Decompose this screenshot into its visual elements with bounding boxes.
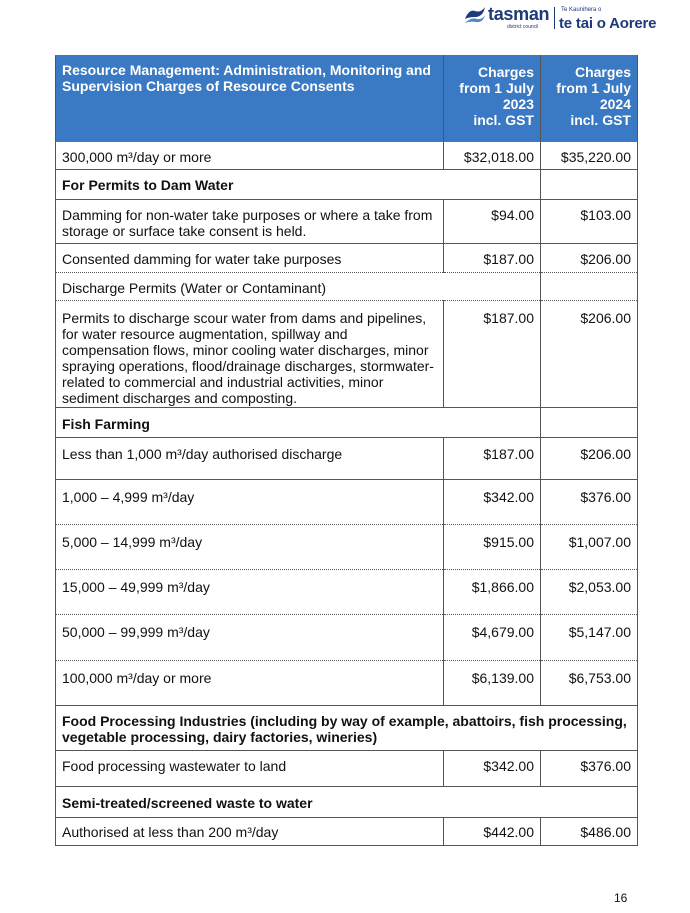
table-row	[56, 751, 638, 787]
logo-maori-name: te tai o Aorere	[559, 15, 657, 32]
charge-2023: $32,018.00	[444, 142, 541, 170]
section-heading-dam-water: For Permits to Dam Water	[56, 170, 541, 200]
row-description: 50,000 – 99,999 m³/day	[56, 615, 444, 661]
charges-table	[55, 55, 638, 846]
row-description: Authorised at less than 200 m³/day	[56, 818, 444, 846]
charge-2023: $442.00	[444, 818, 541, 846]
column-header-2024-line2: from 1 July	[556, 80, 631, 96]
logo-maori-small: Te Kaunihera o	[561, 7, 602, 13]
section-heading-food-processing: Food Processing Industries (including by way of example, abattoirs, fish processing, vegetable processing, dairy factories, wineries)	[56, 706, 638, 751]
section-row	[56, 170, 638, 200]
charge-2023: $342.00	[444, 480, 541, 525]
table-row	[56, 244, 638, 273]
empty-cell	[541, 273, 638, 301]
table-row	[56, 480, 638, 525]
column-header-2024-line4: incl. GST	[570, 112, 631, 128]
table-row	[56, 301, 638, 408]
column-header-2023-line2: from 1 July	[459, 80, 534, 96]
charge-2023: $187.00	[444, 301, 541, 408]
section-row	[56, 706, 638, 751]
charge-2024: $376.00	[541, 751, 638, 787]
table-title: Resource Management: Administration, Monitoring and Supervision Charges of Resource Consents	[56, 56, 444, 142]
charge-2024: $5,147.00	[541, 615, 638, 661]
row-description: Damming for non-water take purposes or where a take from storage or surface take consent is held.	[56, 200, 444, 244]
table-row	[56, 142, 638, 170]
section-heading-fish-farming: Fish Farming	[56, 408, 541, 438]
table-row	[56, 661, 638, 706]
page-number: 16	[614, 891, 628, 905]
row-description: 15,000 – 49,999 m³/day	[56, 570, 444, 615]
logo-word: tasman	[488, 4, 550, 24]
row-description: 5,000 – 14,999 m³/day	[56, 525, 444, 570]
charge-2024: $1,007.00	[541, 525, 638, 570]
column-header-2024-line1: Charges	[574, 64, 631, 80]
section-row	[56, 408, 638, 438]
logo-divider	[554, 7, 555, 29]
charge-2023: $94.00	[444, 200, 541, 244]
table-row	[56, 818, 638, 846]
empty-cell	[541, 170, 638, 200]
row-description: 1,000 – 4,999 m³/day	[56, 480, 444, 525]
table-row	[56, 615, 638, 661]
section-heading-semi-treated: Semi-treated/screened waste to water	[56, 787, 638, 818]
charge-2024: $206.00	[541, 244, 638, 273]
row-description: Permits to discharge scour water from dams and pipelines, for water resource augmentation, spillway and compensation flows, minor cooling water discharges, minor spraying operations, flood/drainage discharges, stormwater-related to commercial and industrial activities, minor sediment discharges and composting.	[56, 301, 444, 408]
section-heading-discharge-permits: Discharge Permits (Water or Contaminant)	[56, 273, 541, 301]
column-header-2023-line3: 2023	[502, 96, 534, 112]
column-header-2024-line3: 2024	[599, 96, 631, 112]
charge-2024: $6,753.00	[541, 661, 638, 706]
table-row	[56, 200, 638, 244]
charge-2024: $376.00	[541, 480, 638, 525]
section-row	[56, 273, 638, 301]
charge-2024: $103.00	[541, 200, 638, 244]
table-row	[56, 570, 638, 615]
charge-2024: $206.00	[541, 301, 638, 408]
logo-subtitle: district council	[507, 24, 539, 30]
row-description: 300,000 m³/day or more	[56, 142, 444, 170]
row-description: Food processing wastewater to land	[56, 751, 444, 787]
table-row	[56, 525, 638, 570]
empty-cell	[541, 408, 638, 438]
charge-2023: $187.00	[444, 244, 541, 273]
charge-2023: $1,866.00	[444, 570, 541, 615]
table-header-row	[56, 56, 638, 142]
charge-2024: $486.00	[541, 818, 638, 846]
charge-2023: $915.00	[444, 525, 541, 570]
council-logo	[463, 4, 663, 34]
row-description: Consented damming for water take purposes	[56, 244, 444, 273]
charge-2024: $35,220.00	[541, 142, 638, 170]
column-header-2023-line1: Charges	[477, 64, 534, 80]
charge-2024: $2,053.00	[541, 570, 638, 615]
column-header-2023	[444, 56, 541, 142]
charge-2023: $187.00	[444, 438, 541, 480]
table-row	[56, 438, 638, 480]
column-header-2023-line4: incl. GST	[473, 112, 534, 128]
charge-2023: $4,679.00	[444, 615, 541, 661]
row-description: Less than 1,000 m³/day authorised discharge	[56, 438, 444, 480]
charge-2024: $206.00	[541, 438, 638, 480]
section-row	[56, 787, 638, 818]
logo-wave-icon	[463, 5, 487, 25]
charge-2023: $342.00	[444, 751, 541, 787]
row-description: 100,000 m³/day or more	[56, 661, 444, 706]
charge-2023: $6,139.00	[444, 661, 541, 706]
column-header-2024	[541, 56, 638, 142]
